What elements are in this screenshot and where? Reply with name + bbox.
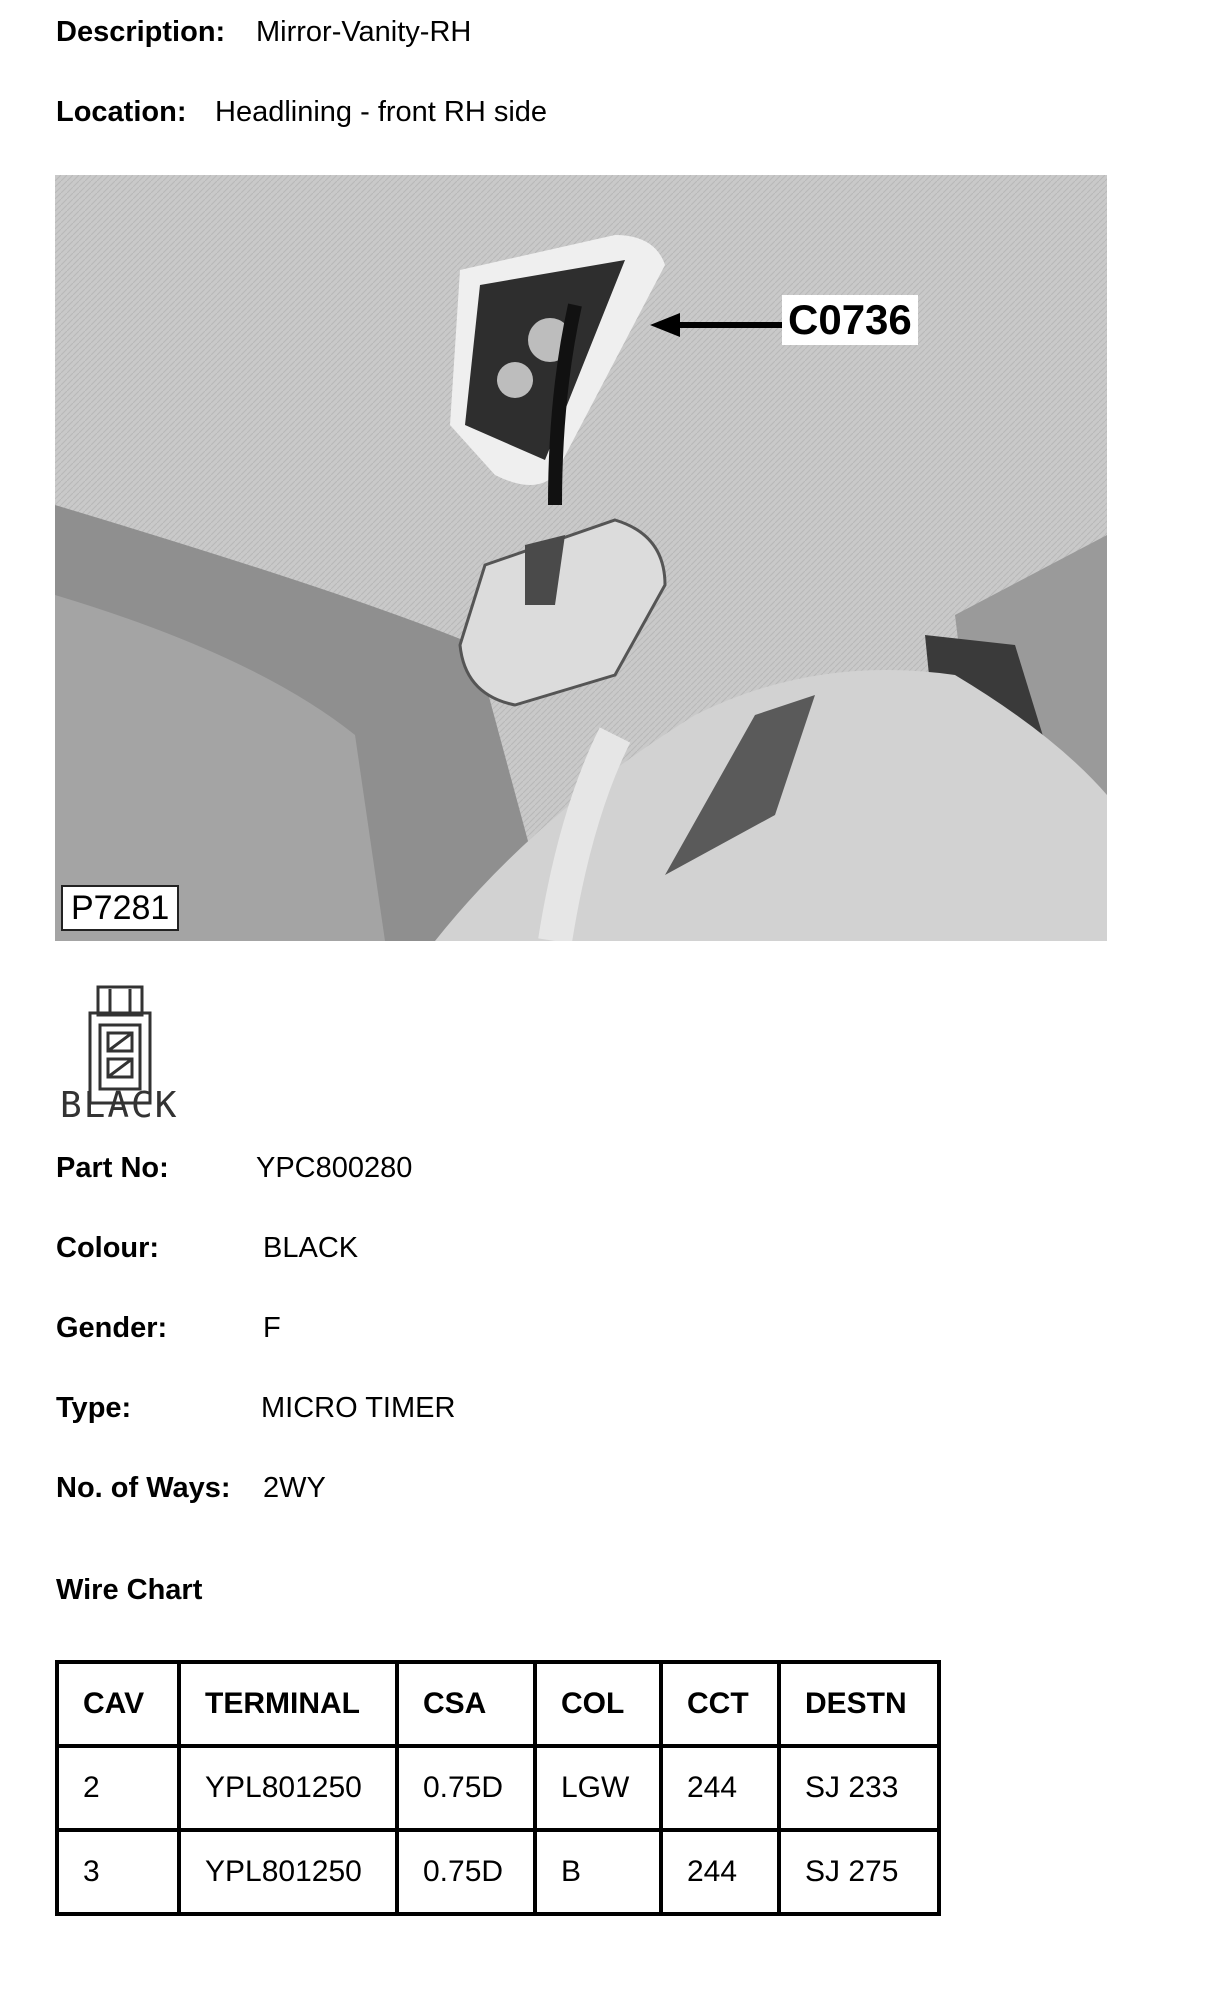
description-row <box>56 14 472 50</box>
type-row <box>56 1390 456 1426</box>
wire-chart-header-row <box>57 1662 939 1746</box>
type-label: Type: <box>56 1392 132 1424</box>
header-csa: CSA <box>397 1662 535 1746</box>
photo-illustration <box>55 175 1107 941</box>
location-photo <box>55 175 1107 941</box>
colour-row <box>56 1230 359 1266</box>
location-label: Location: <box>56 96 187 128</box>
cell-csa: 0.75D <box>397 1830 535 1914</box>
table-row <box>57 1830 939 1914</box>
cell-cct: 244 <box>661 1746 779 1830</box>
header-terminal: TERMINAL <box>179 1662 397 1746</box>
cell-col: B <box>535 1830 661 1914</box>
part-no-label: Part No: <box>56 1152 169 1184</box>
cell-cav: 3 <box>57 1830 179 1914</box>
colour-value: BLACK <box>263 1232 359 1264</box>
wire-chart-table <box>55 1660 941 1916</box>
header-cct: CCT <box>661 1662 779 1746</box>
location-row <box>56 94 548 130</box>
connector-colour-label: BLACK <box>60 1085 179 1126</box>
ways-label: No. of Ways: <box>56 1472 231 1504</box>
ways-row <box>56 1470 326 1506</box>
cell-col: LGW <box>535 1746 661 1830</box>
connector-callout: C0736 <box>782 295 918 345</box>
header-destn: DESTN <box>779 1662 939 1746</box>
type-value: MICRO TIMER <box>261 1392 456 1424</box>
wire-chart-title-row <box>56 1572 202 1608</box>
part-no-row <box>56 1150 413 1186</box>
table-row <box>57 1746 939 1830</box>
header-col: COL <box>535 1662 661 1746</box>
cell-destn: SJ 233 <box>779 1746 939 1830</box>
cell-cav: 2 <box>57 1746 179 1830</box>
gender-label: Gender: <box>56 1312 168 1344</box>
colour-label: Colour: <box>56 1232 160 1264</box>
cell-terminal: YPL801250 <box>179 1830 397 1914</box>
gender-value: F <box>263 1312 281 1344</box>
wire-chart-title: Wire Chart <box>56 1574 203 1606</box>
cell-csa: 0.75D <box>397 1746 535 1830</box>
location-value: Headlining - front RH side <box>215 96 548 128</box>
part-no-value: YPC800280 <box>256 1152 413 1184</box>
description-label: Description: <box>56 16 226 48</box>
cell-destn: SJ 275 <box>779 1830 939 1914</box>
header-cav: CAV <box>57 1662 179 1746</box>
cell-terminal: YPL801250 <box>179 1746 397 1830</box>
description-value: Mirror-Vanity-RH <box>256 16 472 48</box>
photo-id-label: P7281 <box>61 885 179 931</box>
cell-cct: 244 <box>661 1830 779 1914</box>
gender-row <box>56 1310 281 1346</box>
ways-value: 2WY <box>263 1472 326 1504</box>
